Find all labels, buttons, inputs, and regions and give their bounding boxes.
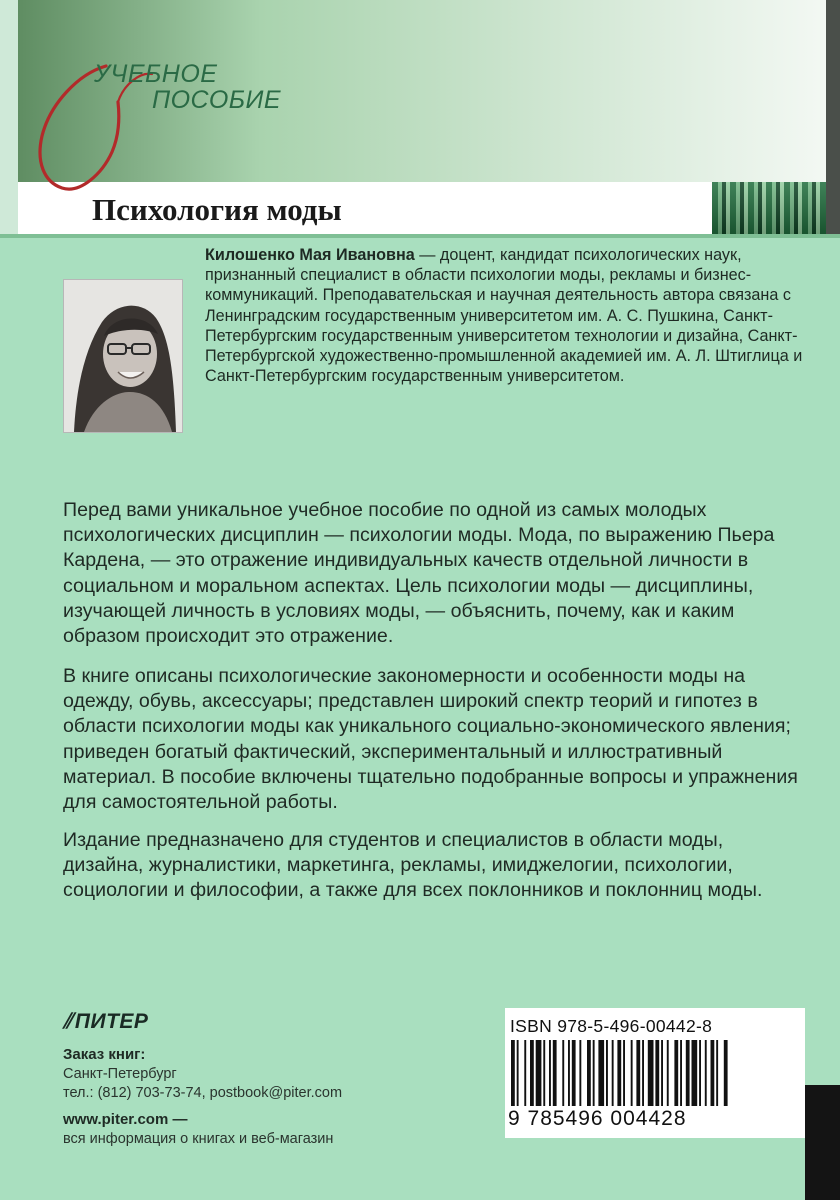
barcode-bar	[524, 1040, 526, 1106]
author-bio	[205, 245, 805, 386]
publisher-chevron-icon: ⫽	[63, 1010, 73, 1033]
description-paragraph-1: Перед вами уникальное учебное пособие по одной из самых молодых психологических дисциплин — психологии моды. Мода, по выражению Пьера Кардена, — это отражение индивидуальных качеств отдельной личности в социальном и моральном аспектах. Цель психологии моды — дисциплины, изучающей личность в условиях моды, — объяснить, почему, как и каким образом происходит это отражение.	[63, 499, 775, 648]
barcode-bar	[553, 1040, 557, 1106]
barcode-bar	[617, 1040, 621, 1106]
barcode-bar	[511, 1040, 515, 1106]
barcode-bar	[716, 1040, 718, 1106]
isbn-label: ISBN 978-5-496-00442-8	[510, 1016, 713, 1036]
barcode-bar	[598, 1040, 604, 1106]
order-title: Заказ книг:	[63, 1046, 146, 1063]
publisher-logo-text: ПИТЕР	[74, 1010, 149, 1033]
barcode-bar	[692, 1040, 698, 1106]
barcode-bar	[543, 1040, 545, 1106]
barcode-bar	[623, 1040, 625, 1106]
author-bio-text: — доцент, кандидат психологических наук, признанный специалист в области психологии моды, рекламы и бизнес-коммуникаций. Преподавательская и научная деятельность автора связана с Ленинградским государственным университетом им. А. С. Пушкина, Санкт-Петербургским государственным университетом технологии и дизайна, Санкт-Петербургской художественно-промышленной академией им. А. Л. Штиглица и Санкт-Петербургским государственным университетом.	[205, 246, 803, 386]
barcode-bar	[631, 1040, 633, 1106]
barcode-bar	[674, 1040, 678, 1106]
author-photo	[63, 279, 183, 433]
barcode-bar	[667, 1040, 669, 1106]
barcode-bar	[686, 1040, 690, 1106]
barcode-bar	[530, 1040, 534, 1106]
barcode-bar	[579, 1040, 581, 1106]
barcode-bar	[636, 1040, 640, 1106]
barcode-bar	[705, 1040, 707, 1106]
author-name: Килошенко Мая Ивановна	[205, 246, 415, 264]
barcode-bar	[517, 1040, 519, 1106]
series-label-line2: ПОСОБИЕ	[152, 86, 282, 114]
publisher-logo	[63, 1010, 148, 1034]
cover-edge	[826, 0, 840, 236]
barcode-bar	[606, 1040, 608, 1106]
series-label-line1: УЧЕБНОЕ	[94, 60, 218, 88]
order-city: Санкт-Петербург	[63, 1066, 177, 1082]
publisher-site: www.piter.com —	[63, 1111, 188, 1128]
header-side-strip	[0, 0, 18, 236]
barcode-bar	[536, 1040, 542, 1106]
barcode-bar	[711, 1040, 715, 1106]
cover-corner-block	[805, 1085, 840, 1200]
barcode-bar	[587, 1040, 591, 1106]
description-paragraph-3: Издание предназначено для студентов и специалистов в области моды, дизайна, журналистики, маркетинга, рекламы, имиджелогии, психологии, социологии и философии, а также для всех поклонников и поклонниц моды.	[63, 829, 763, 902]
description-paragraph-2: В книге описаны психологические закономерности и особенности моды на одежду, обувь, аксессуары; представлен широкий спектр теорий и гипотез в области психологии моды как уникального социально-экономического явления; приведен богатый фактический, экспериментальный и иллюстративный материал. В пособие включены тщательно подобранные вопросы и упражнения для самостоятельной работы.	[63, 665, 798, 814]
header-photo-shading	[712, 182, 826, 236]
barcode-bar	[612, 1040, 614, 1106]
barcode-bar	[655, 1040, 659, 1106]
barcode-bar	[572, 1040, 576, 1106]
barcode-bar	[699, 1040, 701, 1106]
author-portrait-icon	[64, 280, 182, 432]
barcode-bar	[661, 1040, 663, 1106]
barcode-bar	[549, 1040, 551, 1106]
barcode-bar	[680, 1040, 682, 1106]
barcode-bar	[648, 1040, 654, 1106]
header-panel	[0, 0, 840, 236]
barcode-bar	[642, 1040, 644, 1106]
barcode-bar	[593, 1040, 595, 1106]
barcode-bar	[568, 1040, 570, 1106]
publisher-site-description: вся информация о книгах и веб-магазин	[63, 1131, 334, 1147]
barcode-bar	[562, 1040, 564, 1106]
barcode-bar	[724, 1040, 728, 1106]
order-contacts: тел.: (812) 703-73-74, postbook@piter.com	[63, 1085, 343, 1101]
barcode-icon	[505, 1040, 805, 1110]
book-title: Психология моды	[92, 192, 342, 227]
header-divider	[0, 234, 840, 238]
barcode-number: 9 785496 004428	[508, 1107, 687, 1130]
